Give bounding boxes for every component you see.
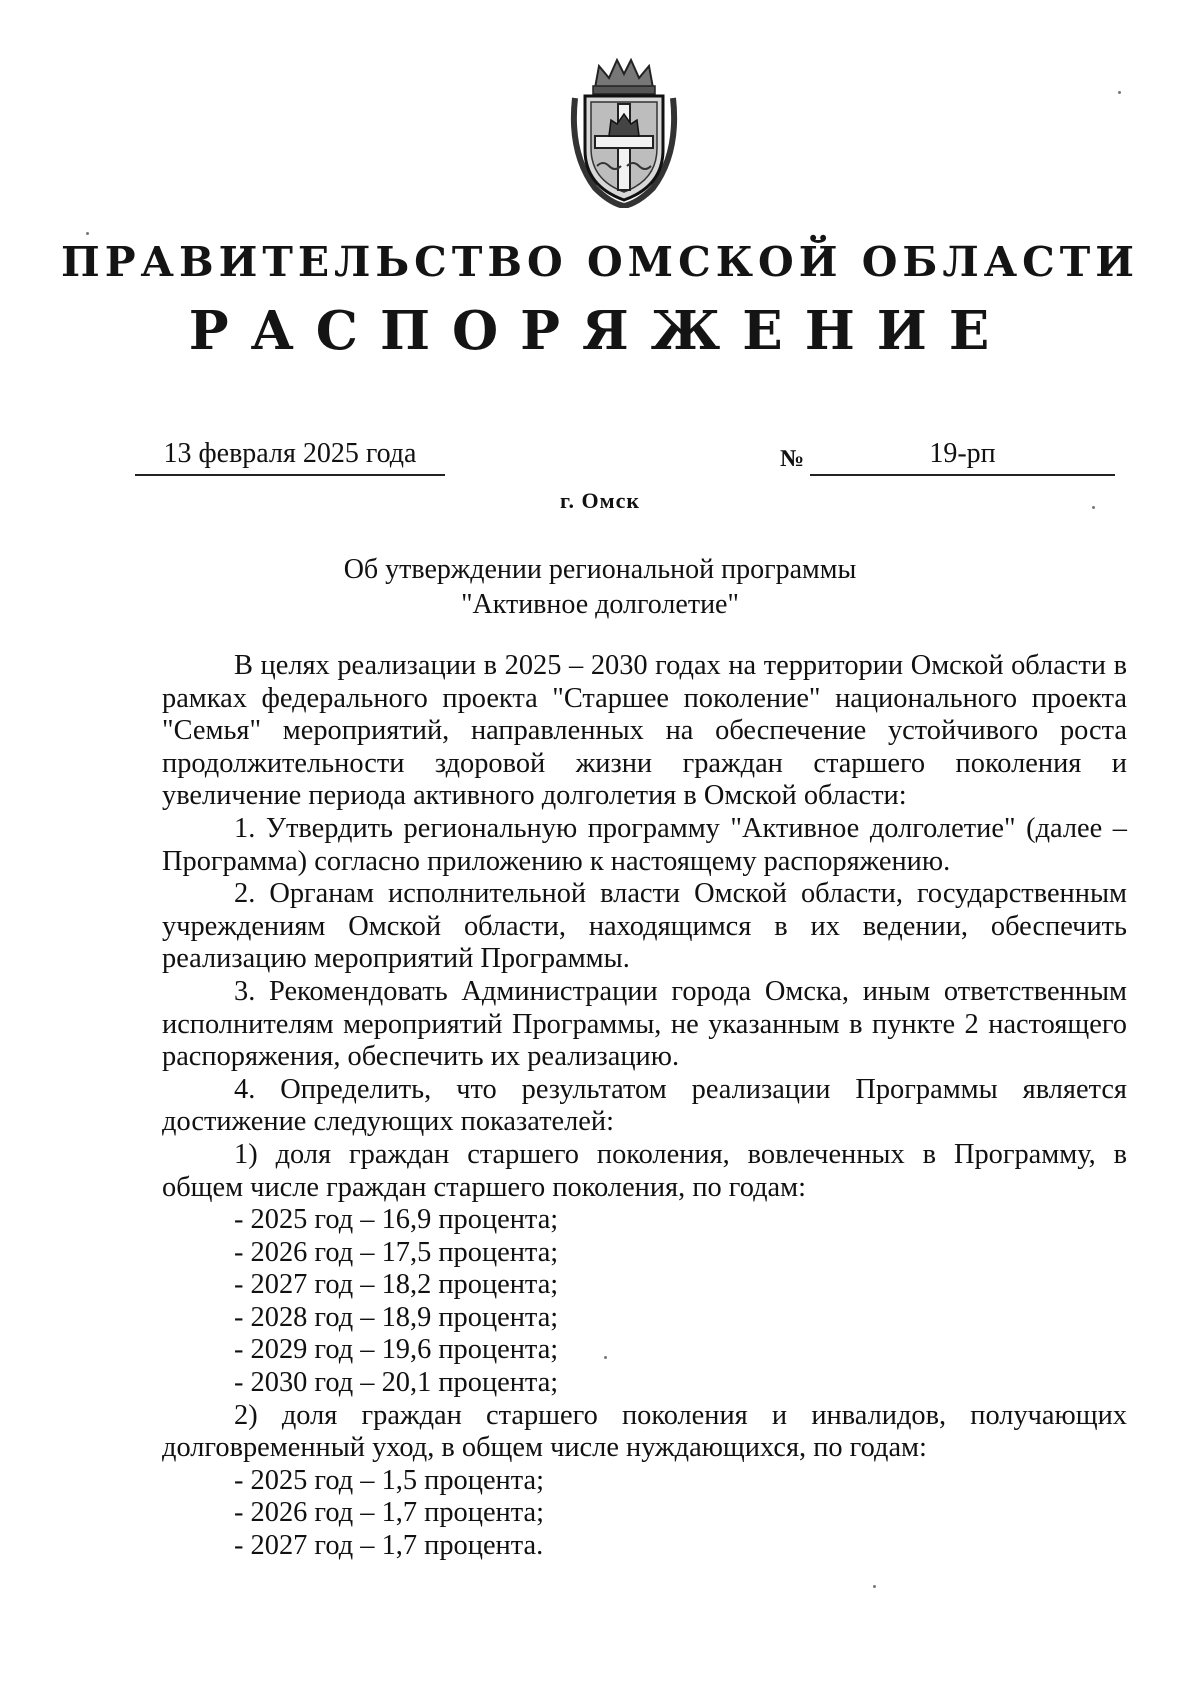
list-item: - 2030 год – 20,1 процента;	[234, 1367, 559, 1399]
list-item: - 2027 год – 18,2 процента;	[234, 1269, 559, 1301]
item-3-paragraph: 3. Рекомендовать Администрации города Омска, иным ответственным исполнителям мероприятий Программы, не указанным в пункте 2 настоящего распоряжения, обеспечить их реализацию.	[162, 975, 1127, 1073]
document-city: г. Омск	[559, 488, 641, 513]
subject-line-1: Об утверждении региональной программы	[343, 554, 857, 585]
list-item: - 2028 год – 18,9 процента;	[234, 1301, 559, 1333]
indicator-2-paragraph: 2) доля граждан старшего поколения и инвалидов, получающих долговременный уход, в общем числе нуждающихся, по годам:	[162, 1399, 1127, 1464]
document-number: 19-рп	[810, 438, 1115, 476]
indicator-1-paragraph: 1) доля граждан старшего поколения, вовлеченных в Программу, в общем числе граждан старшего поколения, по годам:	[162, 1138, 1127, 1203]
item-1-paragraph: 1. Утвердить региональную программу "Активное долголетие" (далее – Программа) согласно приложению к настоящему распоряжению.	[162, 812, 1127, 877]
document-subject	[0, 552, 1200, 622]
subject-line-2: "Активное долголетие"	[461, 589, 739, 620]
scan-speck	[86, 232, 89, 235]
document-body	[162, 650, 1127, 1563]
list-item: - 2029 год – 19,6 процента;	[234, 1334, 559, 1366]
list-item: - 2025 год – 16,9 процента;	[234, 1204, 559, 1236]
scan-speck	[1118, 91, 1121, 94]
intro-paragraph: В целях реализации в 2025 – 2030 годах на территории Омской области в рамках федерального проекта "Старшее поколение" национального проекта "Семья" мероприятий, направленных на обеспечение устойчивого роста продолжительности здоровой жизни граждан старшего поколения и увеличение периода активного долголетия в Омской области:	[162, 650, 1127, 812]
list-item: - 2027 год – 1,7 процента.	[234, 1530, 544, 1562]
document-date: 13 февраля 2025 года	[135, 438, 445, 476]
scan-speck	[873, 1585, 876, 1588]
list-item: - 2025 год – 1,5 процента;	[234, 1464, 544, 1496]
list-item: - 2026 год – 1,7 процента;	[234, 1497, 544, 1529]
government-title: ПРАВИТЕЛЬСТВО ОМСКОЙ ОБЛАСТИ	[61, 238, 1139, 286]
coat-of-arms-icon	[565, 58, 683, 208]
item-4-paragraph: 4. Определить, что результатом реализации Программы является достижение следующих показателей:	[162, 1073, 1127, 1138]
number-sign: №	[780, 446, 805, 472]
indicator-1-list	[162, 1204, 1127, 1400]
list-item: - 2026 год – 17,5 процента;	[234, 1236, 559, 1268]
scan-speck	[604, 1356, 607, 1359]
indicator-2-list	[162, 1465, 1127, 1563]
item-2-paragraph: 2. Органам исполнительной власти Омской области, государственным учреждениям Омской области, находящимся в их ведении, обеспечить реализацию мероприятий Программы.	[162, 878, 1127, 975]
scan-speck	[1092, 506, 1095, 509]
document-type-title: РАСПОРЯЖЕНИЕ	[188, 300, 1012, 362]
